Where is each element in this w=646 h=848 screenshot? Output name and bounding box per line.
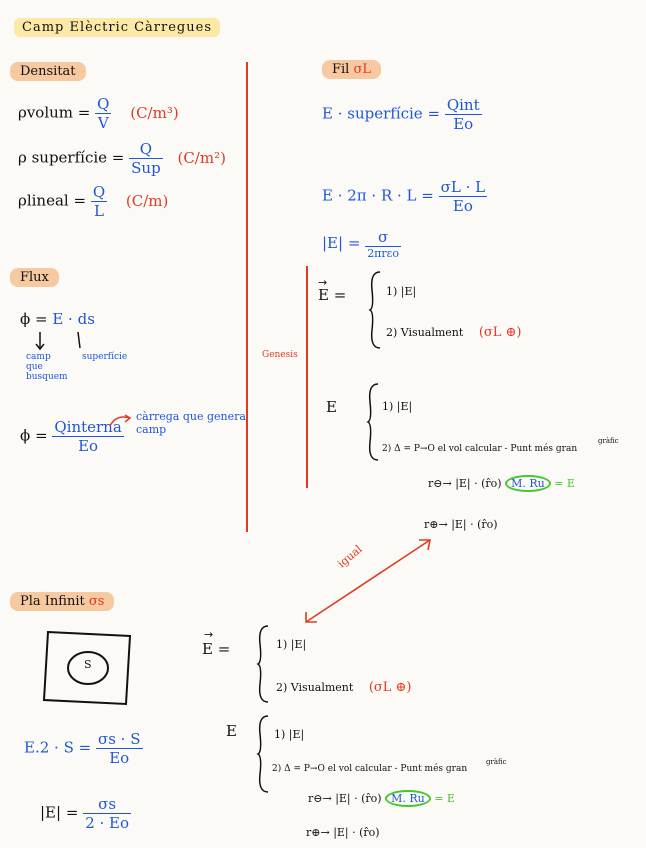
fil-vecE: E =: [318, 286, 347, 304]
fil-eq2-num: σL · L: [440, 178, 486, 196]
pla-vec-item2: [276, 680, 412, 695]
fil-row1-end: = E: [554, 477, 575, 490]
pla-vecE: E =: [202, 640, 231, 658]
density-linear-den: L: [93, 202, 104, 220]
fil-row1-circled: M. Ru: [505, 475, 551, 492]
pla-eq2-den: 2 · Eo: [85, 814, 130, 832]
fil-header: [322, 60, 381, 79]
pla-eq1: [24, 730, 143, 767]
density-surface-eq: [18, 140, 226, 177]
flux-header: Flux: [10, 268, 59, 287]
fil-header-label: Fil: [332, 62, 350, 77]
pla-eq2: [40, 795, 131, 832]
pla-scalE: E: [226, 722, 237, 740]
fil-scal-tiny: gràfic: [598, 437, 619, 445]
pla-vec-item2-text: 2) Visualment: [276, 681, 354, 694]
fil-row1-text: r⊖→ |E| · (r̂o): [428, 477, 502, 490]
fil-eq1-num: Qint: [446, 96, 480, 114]
pla-vec-item2-sym: (σL ⊕): [368, 680, 412, 695]
fil-eq3: [322, 228, 401, 260]
flux-eq: [20, 310, 95, 328]
fil-eq3-den: 2πrεo: [367, 247, 399, 260]
fil-eq1: [322, 96, 482, 133]
fil-scal-item2: 2) Δ = P→O el vol calcular - Punt més gran: [382, 444, 578, 454]
density-linear-unit: (C/m): [125, 191, 169, 210]
fil-eq2-den: Eo: [452, 197, 473, 215]
density-linear-eq: [18, 183, 168, 220]
gauss-num: Qinterna: [54, 418, 122, 436]
genesis-label: Genesis: [262, 350, 298, 360]
pla-eq1-den: Eo: [109, 749, 130, 767]
gauss-note: càrrega que genera camp: [136, 410, 246, 436]
fil-eq1-frac: [445, 96, 482, 133]
fil-vecE-arrow: →: [318, 276, 328, 289]
pla-eq2-frac: [83, 795, 131, 832]
flux-rhs: E · ds: [52, 310, 95, 328]
fil-vec-brace: [368, 270, 382, 350]
density-volume-frac: [95, 95, 111, 132]
pla-eq2-lhs: |E| =: [40, 803, 79, 822]
fil-eq2-lhs: E · 2π · R · L =: [322, 186, 434, 205]
fil-eq2: [322, 178, 487, 215]
density-volume-unit: (C/m³): [130, 103, 179, 122]
fil-eq1-lhs: E · superfície =: [322, 104, 441, 123]
density-linear-frac: [91, 183, 107, 220]
gauss-lhs: ϕ =: [20, 426, 48, 445]
density-surface-frac: [129, 140, 163, 177]
pla-symbol: σs: [88, 594, 105, 609]
pla-row1: [308, 792, 455, 805]
pla-scal-item1: 1) |E|: [274, 728, 305, 741]
fil-eq3-frac: [365, 228, 401, 260]
pla-scal-tiny: gràfic: [486, 758, 507, 766]
fil-vec-item1: 1) |E|: [386, 285, 417, 298]
fil-eq2-frac: [439, 178, 487, 215]
fil-eq3-lhs: |E| =: [322, 234, 361, 252]
fil-vec-item2: [386, 325, 522, 340]
pla-eq2-num: σs: [83, 795, 131, 814]
pla-scal-brace: [256, 714, 270, 794]
fil-vec-item2-text: 2) Visualment: [386, 326, 464, 339]
fil-symbol: σL: [353, 62, 371, 77]
pla-row2: r⊕→ |E| · (r̂o): [306, 826, 380, 839]
fil-scal-brace: [366, 382, 380, 462]
flux-arrows: [30, 330, 120, 354]
pla-row1-circled: M. Ru: [385, 790, 431, 807]
fil-row2: r⊕→ |E| · (r̂o): [424, 518, 498, 531]
density-volume-num: Q: [97, 95, 110, 113]
column-divider: [246, 62, 248, 532]
densitat-header: Densitat: [10, 62, 86, 81]
pla-vec-brace: [256, 624, 270, 704]
pla-header: [10, 592, 114, 611]
density-linear-num: Q: [92, 183, 106, 201]
page-title: Camp Elèctric Càrregues: [14, 18, 220, 37]
fil-vec-item2-sym: (σL ⊕): [478, 325, 522, 340]
pla-header-label: Pla Infinit: [20, 594, 85, 609]
pla-eq1-frac: [96, 730, 143, 767]
fil-eq1-den: Eo: [453, 115, 474, 133]
pla-eq1-num: σs · S: [97, 730, 141, 748]
pla-row1-end: = E: [434, 792, 455, 805]
density-volume-eq: [18, 95, 179, 132]
pla-row1-text: r⊖→ |E| · (r̂o): [308, 792, 382, 805]
pla-eq1-lhs: E.2 · S =: [24, 738, 92, 757]
fil-scal-item1: 1) |E|: [382, 400, 413, 413]
density-surface-num: Q: [129, 140, 163, 159]
pla-vecE-arrow: →: [204, 628, 214, 641]
fil-row1: [428, 477, 575, 490]
gauss-den: Eo: [78, 437, 99, 455]
pla-vec-item1: 1) |E|: [276, 638, 307, 651]
flux-note-surface: superfície: [82, 352, 128, 362]
igual-label: igual: [335, 542, 365, 571]
igual-arrow: [298, 534, 438, 630]
fil-scalE: E: [326, 398, 337, 416]
density-surface-lhs: ρ superfície =: [18, 148, 125, 167]
density-linear-lhs: ρlineal =: [18, 191, 87, 210]
fil-eq3-num: σ: [365, 228, 401, 247]
density-volume-lhs: ρvolum =: [18, 103, 91, 122]
flux-lhs: ϕ =: [20, 310, 48, 328]
genesis-bracket: [306, 266, 308, 488]
gauss-arrow: [108, 412, 134, 430]
density-surface-unit: (C/m²): [177, 148, 226, 167]
density-surface-den: Sup: [131, 159, 161, 177]
plane-square-label: S: [84, 658, 92, 671]
density-volume-den: V: [97, 114, 109, 132]
flux-note-field: camp que busquem: [26, 352, 68, 382]
pla-scal-item2: 2) Δ = P→O el vol calcular - Punt més gran: [272, 764, 468, 774]
